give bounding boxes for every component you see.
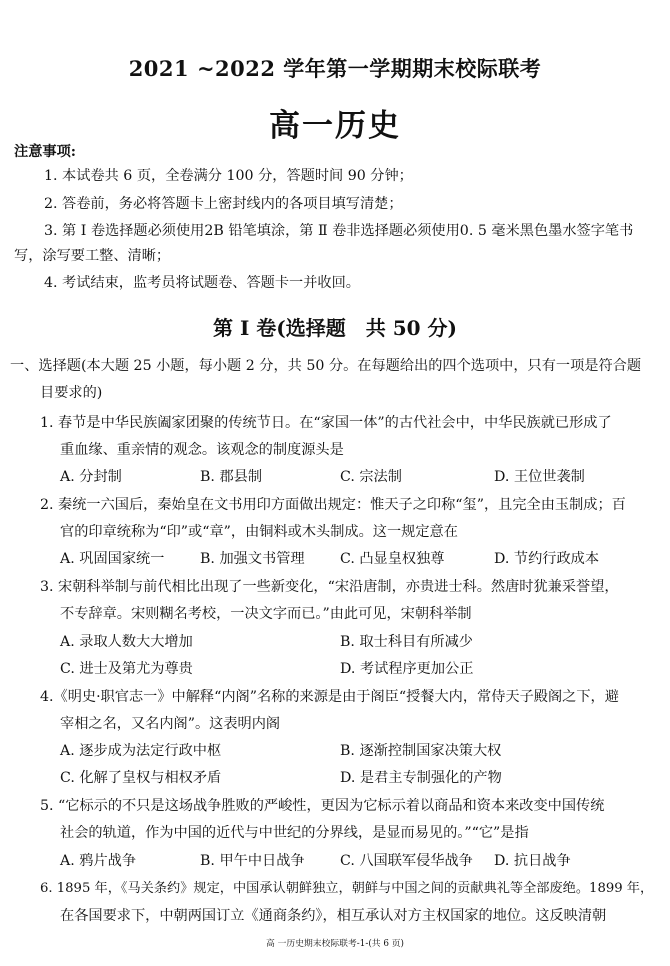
question-1-option-a[interactable]: A. 分封制 — [60, 469, 122, 485]
question-5-option-c[interactable]: C. 八国联军侵华战争 — [340, 853, 473, 869]
question-2-text: 2. 秦统一六国后，秦始皇在文书用印方面做出规定：惟天子之印称“玺”，且完全由玉制成；百 — [40, 497, 626, 513]
question-5-option-b[interactable]: B. 甲午中日战争 — [200, 853, 305, 869]
question-2-option-b[interactable]: B. 加强文书管理 — [200, 551, 305, 567]
section-intro: 目要求的) — [40, 385, 103, 401]
question-4-option-c[interactable]: C. 化解了皇权与相权矛盾 — [60, 770, 222, 786]
question-5-option-d[interactable]: D. 抗日战争 — [494, 853, 571, 869]
question-4-text: 4.《明史·职官志一》中解释“内阁”名称的来源是由于阁臣“授餐大内，常侍天子殿阁之下，避 — [40, 689, 619, 705]
question-6-text: 6. 1895 年，《马关条约》规定，中国承认朝鲜独立，朝鲜与中国之间的贡献典礼等全部废绝。1899 年， — [40, 881, 654, 896]
note-item: 2. 答卷前，务必将答题卡上密封线内的各项目填写清楚； — [44, 196, 403, 212]
question-4-option-d[interactable]: D. 是君主专制强化的产物 — [340, 770, 502, 786]
question-2-text: 官的印章统称为“印”或“章”，由铜料或木头制成。这一规定意在 — [60, 524, 458, 540]
question-3-option-b[interactable]: B. 取士科目有所减少 — [340, 634, 473, 650]
question-4-text: 宰相之名，又名内阁”。这表明内阁 — [60, 716, 281, 732]
note-item: 1. 本试卷共 6 页，全卷满分 100 分，答题时间 90 分钟； — [44, 168, 413, 184]
question-6-text: 在各国要求下，中朝两国订立《通商条约》，相互承认对方主权国家的地位。这反映清朝 — [60, 908, 607, 924]
page-footer: 高 一历史期末校际联考-1-(共 6 页) — [266, 939, 404, 949]
question-5-text: 社会的轨道，作为中国的近代与中世纪的分界线，是显而易见的。”“它”是指 — [60, 825, 529, 841]
question-1-option-d[interactable]: D. 王位世袭制 — [494, 469, 585, 485]
question-1-text: 重血缘、重亲情的观念。该观念的制度源头是 — [60, 442, 344, 458]
question-3-option-a[interactable]: A. 录取人数大大增加 — [60, 634, 193, 650]
question-4-option-b[interactable]: B. 逐渐控制国家决策大权 — [340, 743, 502, 759]
section-title: 第 Ⅰ 卷(选择题 共 50 分) — [213, 316, 457, 340]
question-5-option-a[interactable]: A. 鸦片战争 — [60, 853, 137, 869]
question-2-option-a[interactable]: A. 巩固国家统一 — [60, 551, 165, 567]
question-1-text: 1. 春节是中华民族阖家团聚的传统节日。在“家国一体”的古代社会中，中华民族就已形成了 — [40, 415, 612, 431]
section-intro: 一、选择题(本大题 25 小题，每小题 2 分，共 50 分。在每题给出的四个选项中，只有一项是符合题 — [10, 358, 642, 374]
note-item: 写，涂写要工整、清晰； — [14, 248, 171, 264]
exam-title: 2021 ~2022 学年第一学期期末校际联考 — [128, 56, 542, 81]
question-2-option-c[interactable]: C. 凸显皇权独尊 — [340, 551, 445, 567]
note-item: 3. 第 Ⅰ 卷选择题必须使用2B 铅笔填涂，第 Ⅱ 卷非选择题必须使用0. 5 毫米黑色墨水签字笔书 — [44, 223, 634, 239]
question-3-text: 不专辞章。宋则糊名考校，一决文字而已。”由此可见，宋朝科举制 — [60, 606, 472, 622]
note-item: 4. 考试结束，监考员将试题卷、答题卡一并收回。 — [44, 275, 360, 291]
question-2-option-d[interactable]: D. 节约行政成本 — [494, 551, 600, 567]
question-4-option-a[interactable]: A. 逐步成为法定行政中枢 — [60, 743, 222, 759]
question-3-option-c[interactable]: C. 进士及第尤为尊贵 — [60, 661, 193, 677]
subject-title: 高一历史 — [269, 108, 401, 144]
question-3-text: 3. 宋朝科举制与前代相比出现了一些新变化，“宋沿唐制，亦贵进士科。然唐时犹兼采誉望， — [40, 579, 619, 595]
notes-heading: 注意事项: — [14, 144, 76, 160]
question-5-text: 5. “它标示的不只是这场战争胜败的严峻性，更因为它标示着以商品和资本来改变中国传统 — [40, 798, 605, 814]
question-1-option-b[interactable]: B. 郡县制 — [200, 469, 263, 485]
question-3-option-d[interactable]: D. 考试程序更加公正 — [340, 661, 474, 677]
question-1-option-c[interactable]: C. 宗法制 — [340, 469, 402, 485]
